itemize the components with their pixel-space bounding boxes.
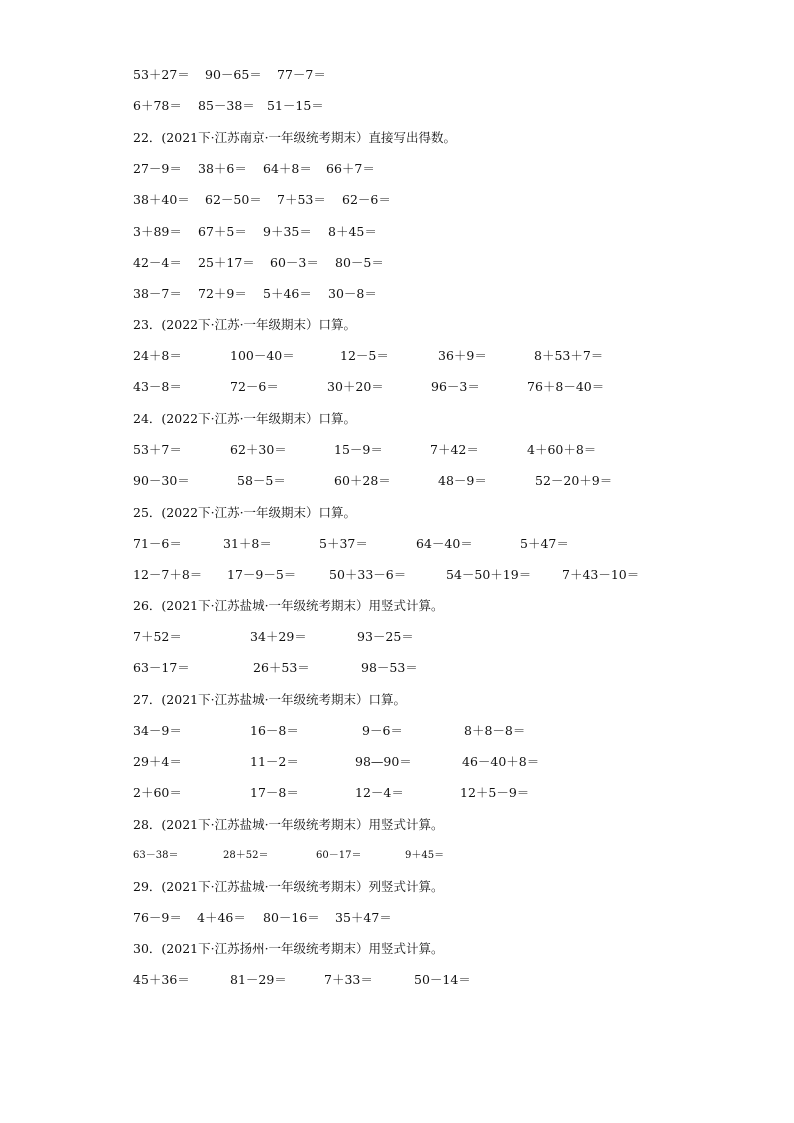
problem-item: 30－8＝ bbox=[328, 286, 377, 301]
problem-item: 6＋78＝ bbox=[133, 98, 182, 113]
problem-item: 8＋45＝ bbox=[328, 224, 377, 239]
question-heading: 22．(2021下·江苏南京·一年级统考期末）直接写出得数。 bbox=[133, 130, 457, 145]
problem-item: 4＋46＝ bbox=[197, 910, 246, 925]
problem-item: 26＋53＝ bbox=[253, 660, 310, 675]
problem-item: 54－50＋19＝ bbox=[446, 567, 532, 582]
problem-item: 12－5＝ bbox=[340, 348, 389, 363]
problem-item: 80－16＝ bbox=[263, 910, 320, 925]
problem-item: 48－9＝ bbox=[438, 473, 487, 488]
problem-item: 35＋47＝ bbox=[335, 910, 392, 925]
problem-item: 42－4＝ bbox=[133, 255, 182, 270]
problem-item: 77－7＝ bbox=[277, 67, 326, 82]
problem-item: 60－17＝ bbox=[316, 850, 362, 861]
problem-item: 38＋40＝ bbox=[133, 192, 190, 207]
problem-item: 96－3＝ bbox=[431, 379, 480, 394]
problem-item: 53＋7＝ bbox=[133, 442, 182, 457]
problem-item: 5＋37＝ bbox=[319, 536, 368, 551]
problem-item: 63－17＝ bbox=[133, 660, 190, 675]
problem-item: 27－9＝ bbox=[133, 161, 182, 176]
problem-item: 76＋8－40＝ bbox=[527, 379, 605, 394]
problem-item: 8＋53＋7＝ bbox=[534, 348, 604, 363]
problem-item: 93－25＝ bbox=[357, 629, 414, 644]
problem-item: 100－40＝ bbox=[230, 348, 295, 363]
problem-item: 28＋52＝ bbox=[223, 850, 269, 861]
problem-item: 30＋20＝ bbox=[327, 379, 384, 394]
problem-item: 63－38＝ bbox=[133, 850, 179, 861]
problem-item: 25＋17＝ bbox=[198, 255, 255, 270]
problem-item: 50＋33－6＝ bbox=[329, 567, 407, 582]
question-heading: 29．(2021下·江苏盐城·一年级统考期末）列竖式计算。 bbox=[133, 879, 444, 894]
problem-item: 98－53＝ bbox=[361, 660, 418, 675]
problem-item: 36＋9＝ bbox=[438, 348, 487, 363]
problem-item: 72＋9＝ bbox=[198, 286, 247, 301]
problem-item: 5＋46＝ bbox=[263, 286, 312, 301]
problem-item: 46－40＋8＝ bbox=[462, 754, 540, 769]
problem-item: 16－8＝ bbox=[250, 723, 299, 738]
problem-item: 24＋8＝ bbox=[133, 348, 182, 363]
problem-item: 9＋45＝ bbox=[405, 850, 445, 861]
problem-item: 3＋89＝ bbox=[133, 224, 182, 239]
problem-item: 76－9＝ bbox=[133, 910, 182, 925]
problem-item: 34＋29＝ bbox=[250, 629, 307, 644]
problem-item: 2＋60＝ bbox=[133, 785, 182, 800]
problem-item: 53＋27＝ bbox=[133, 67, 190, 82]
problem-item: 62＋30＝ bbox=[230, 442, 287, 457]
problem-item: 62－6＝ bbox=[342, 192, 391, 207]
problem-item: 62－50＝ bbox=[205, 192, 262, 207]
problem-item: 64－40＝ bbox=[416, 536, 473, 551]
problem-item: 9－6＝ bbox=[362, 723, 403, 738]
problem-item: 51－15＝ bbox=[267, 98, 324, 113]
problem-item: 80－5＝ bbox=[335, 255, 384, 270]
problem-item: 52－20＋9＝ bbox=[535, 473, 613, 488]
problem-item: 64＋8＝ bbox=[263, 161, 312, 176]
problem-item: 38－7＝ bbox=[133, 286, 182, 301]
problem-item: 11－2＝ bbox=[250, 754, 299, 769]
problem-item: 67＋5＝ bbox=[198, 224, 247, 239]
problem-item: 50－14＝ bbox=[414, 972, 471, 987]
problem-item: 60－3＝ bbox=[270, 255, 319, 270]
problem-item: 81－29＝ bbox=[230, 972, 287, 987]
problem-item: 66＋7＝ bbox=[326, 161, 375, 176]
problem-item: 90－30＝ bbox=[133, 473, 190, 488]
problem-item: 72－6＝ bbox=[230, 379, 279, 394]
problem-item: 38＋6＝ bbox=[198, 161, 247, 176]
question-heading: 23．(2022下·江苏·一年级期末）口算。 bbox=[133, 317, 357, 332]
question-heading: 27．(2021下·江苏盐城·一年级统考期末）口算。 bbox=[133, 692, 407, 707]
problem-item: 31＋8＝ bbox=[223, 536, 272, 551]
problem-item: 4＋60＋8＝ bbox=[527, 442, 597, 457]
problem-item: 15－9＝ bbox=[334, 442, 383, 457]
problem-item: 45＋36＝ bbox=[133, 972, 190, 987]
problem-item: 85－38＝ bbox=[198, 98, 255, 113]
problem-item: 7＋53＝ bbox=[277, 192, 326, 207]
problem-item: 7＋42＝ bbox=[430, 442, 479, 457]
problem-item: 8＋8－8＝ bbox=[464, 723, 526, 738]
question-heading: 30．(2021下·江苏扬州·一年级统考期末）用竖式计算。 bbox=[133, 941, 444, 956]
problem-item: 90－65＝ bbox=[205, 67, 262, 82]
problem-item: 60＋28＝ bbox=[334, 473, 391, 488]
problem-item: 9＋35＝ bbox=[263, 224, 312, 239]
problem-item: 5＋47＝ bbox=[520, 536, 569, 551]
problem-item: 43－8＝ bbox=[133, 379, 182, 394]
problem-item: 17－9－5＝ bbox=[227, 567, 297, 582]
question-heading: 24．(2022下·江苏·一年级期末）口算。 bbox=[133, 411, 357, 426]
question-heading: 26．(2021下·江苏盐城·一年级统考期末）用竖式计算。 bbox=[133, 598, 444, 613]
problem-item: 58－5＝ bbox=[237, 473, 286, 488]
problem-item: 7＋52＝ bbox=[133, 629, 182, 644]
problem-item: 12－4＝ bbox=[355, 785, 404, 800]
problem-item: 29＋4＝ bbox=[133, 754, 182, 769]
problem-item: 12－7＋8＝ bbox=[133, 567, 203, 582]
question-heading: 28．(2021下·江苏盐城·一年级统考期末）用竖式计算。 bbox=[133, 817, 444, 832]
problem-item: 7＋43－10＝ bbox=[562, 567, 640, 582]
question-heading: 25．(2022下·江苏·一年级期末）口算。 bbox=[133, 505, 357, 520]
problem-item: 98—90＝ bbox=[355, 754, 412, 769]
problem-item: 12＋5－9＝ bbox=[460, 785, 530, 800]
problem-item: 7＋33＝ bbox=[324, 972, 373, 987]
problem-item: 34－9＝ bbox=[133, 723, 182, 738]
problem-item: 71－6＝ bbox=[133, 536, 182, 551]
problem-item: 17－8＝ bbox=[250, 785, 299, 800]
